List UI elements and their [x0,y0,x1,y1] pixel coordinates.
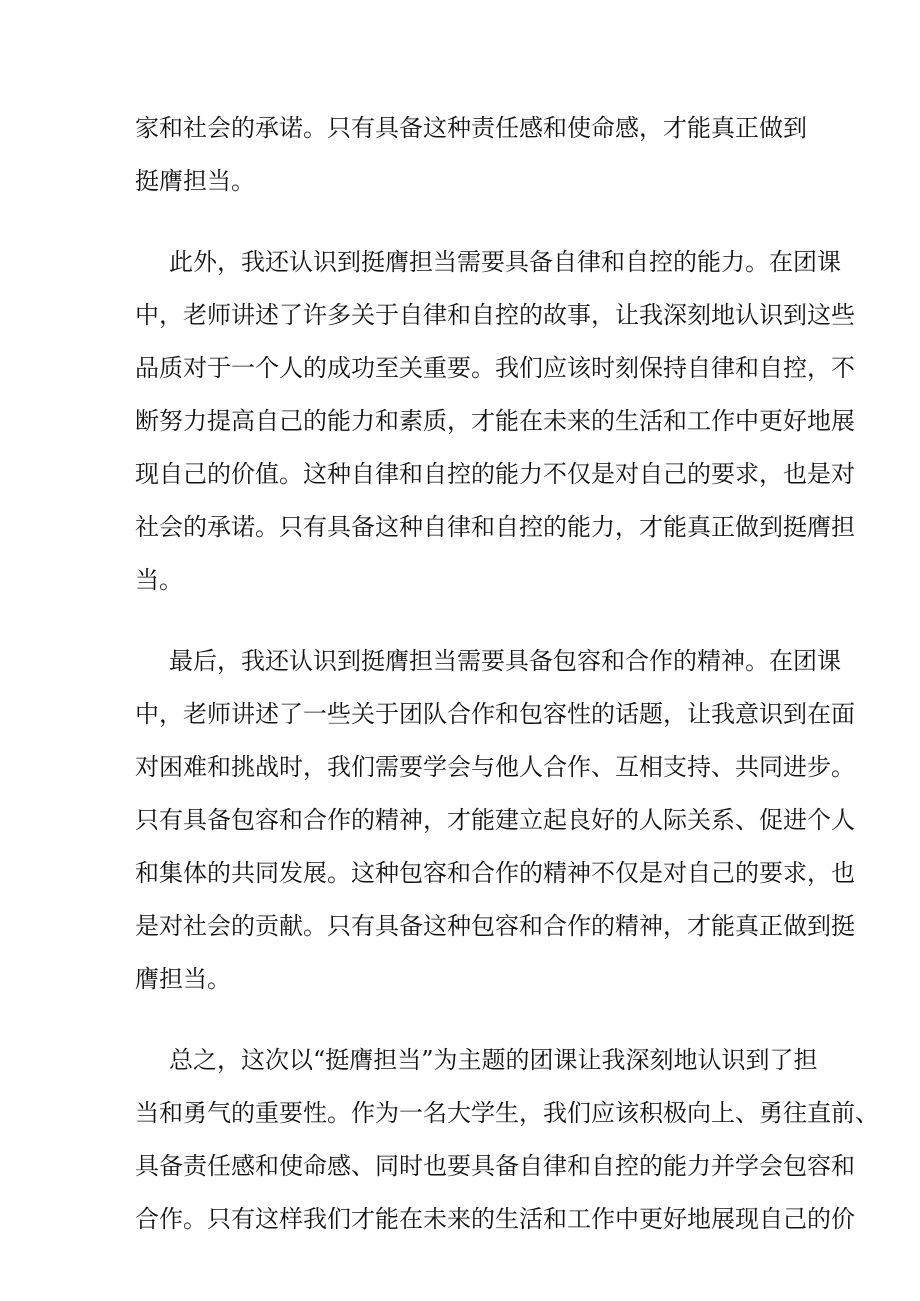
text-line: 社会的承诺。只有具备这种自律和自控的能力，才能真正做到挺膺担 [135,513,855,541]
text-line: 断努力提高自己的能力和素质，才能在未来的生活和工作中更好地展 [135,407,855,435]
text-line: 是对社会的贡献。只有具备这种包容和合作的精神，才能真正做到挺 [135,912,855,940]
text-line: 对困难和挑战时，我们需要学会与他人合作、互相支持、共同进步。 [135,753,855,781]
text-line: 现自己的价值。这种自律和自控的能力不仅是对自己的要求，也是对 [135,460,855,488]
paragraph-conclusion [135,1034,879,1246]
text-line: 中，老师讲述了一些关于团队合作和包容性的话题，让我意识到在面 [135,700,855,728]
text-line: 家和社会的承诺。只有具备这种责任感和使命感，才能真正做到 [135,114,807,142]
text-line: 只有具备包容和合作的精神，才能建立起良好的人际关系、促进个人 [135,806,855,834]
text-line: 品质对于一个人的成功至关重要。我们应该时刻保持自律和自控，不 [135,354,855,382]
text-line: 具备责任感和使命感、同时也要具备自律和自控的能力并学会包容和 [135,1152,855,1180]
document-body [135,102,879,1274]
paragraph-continuation [135,102,807,208]
text-line: 挺膺担当。 [135,167,255,195]
text-line: 最后，我还认识到挺膺担当需要具备包容和合作的精神。在团课 [169,647,841,675]
text-line: 膺担当。 [135,965,231,993]
text-line: 当。 [135,566,183,594]
text-line: 合作。只有这样我们才能在未来的生活和工作中更好地展现自己的价 [135,1205,855,1233]
text-line: 总之，这次以“挺膺担当”为主题的团课让我深刻地认识到了担 [169,1046,818,1074]
paragraph-cooperation [135,635,855,1006]
text-line: 当和勇气的重要性。作为一名大学生，我们应该积极向上、勇往直前、 [135,1099,879,1127]
text-line: 此外，我还认识到挺膺担当需要具备自律和自控的能力。在团课 [169,248,841,276]
paragraph-self-discipline [135,236,855,607]
text-line: 和集体的共同发展。这种包容和合作的精神不仅是对自己的要求，也 [135,859,855,887]
text-line: 中，老师讲述了许多关于自律和自控的故事，让我深刻地认识到这些 [135,301,855,329]
